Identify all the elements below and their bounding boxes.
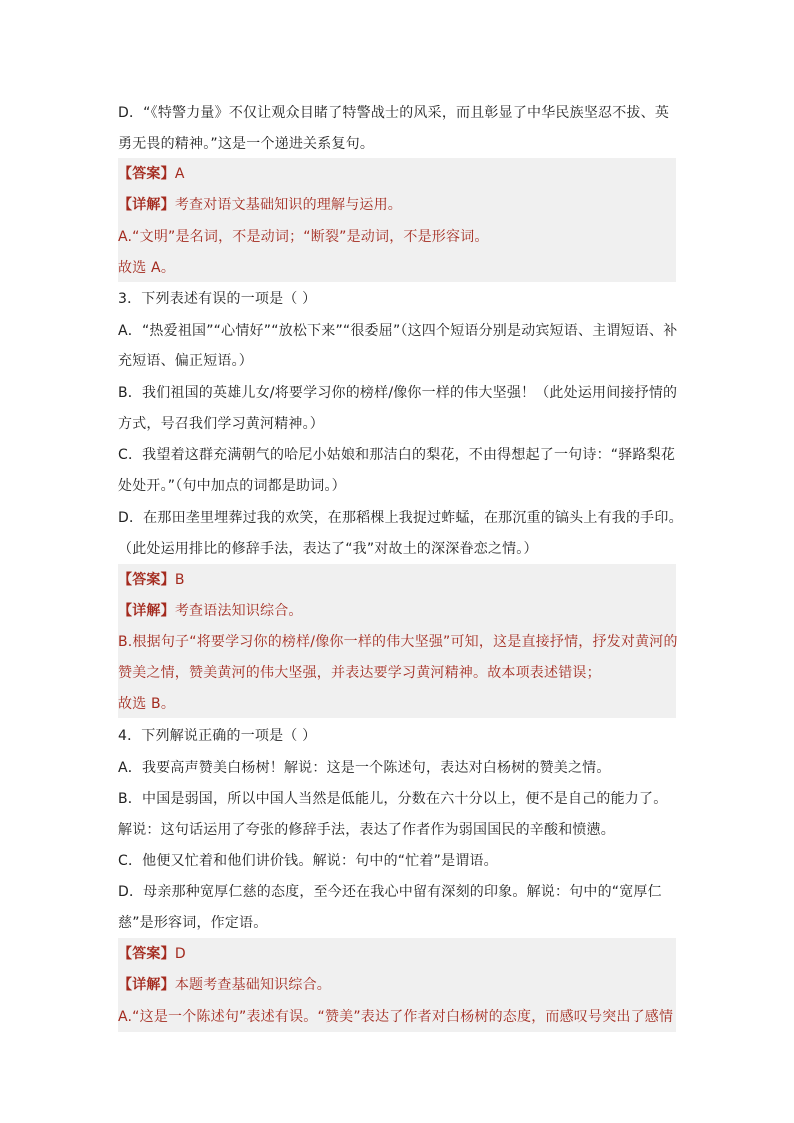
detail-label: 【详解】 — [118, 977, 175, 993]
q2-option-d-line1: D．“《特警力量》不仅让观众目睹了特警战士的风采，而且彰显了中华民族坚忍不拔、英 — [118, 105, 670, 121]
q3-option-d-line2: （此处运用排比的修辞手法，表达了“我”对故土的深深眷恋之情。） — [118, 541, 538, 557]
q4-option-b-line1: B．中国是弱国，所以中国人当然是低能儿，分数在六十分以上，便不是自己的能力了。 — [118, 791, 668, 807]
q3-detail-line1: B.根据句子“将要学习你的榜样/像你一样的伟大坚强”可知，这是直接抒情，抒发对黄河的 — [118, 634, 678, 650]
q2-answer — [118, 165, 678, 183]
q4-option-c: C．他便又忙着和他们讲价钱。解说：句中的“忙着”是谓语。 — [118, 853, 498, 869]
q3-option-c-line1: C．我望着这群充满朝气的哈尼小姑娘和那洁白的梨花，不由得想起了一句诗：“驿路梨花 — [118, 447, 676, 463]
q4-answer — [118, 945, 678, 963]
answer-label: 【答案】 — [118, 572, 175, 588]
q3-option-a-line2: 充短语、偏正短语。） — [118, 353, 253, 369]
q4-option-d-line2: 慈”是形容词，作定语。 — [118, 915, 268, 931]
detail-text: 考查语法知识综合。 — [174, 603, 303, 619]
q3-option-b-line1: B．我们祖国的英雄儿女/将要学习你的榜样/像你一样的伟大坚强！（此处运用间接抒情的 — [118, 385, 678, 401]
q3-option-d-line1: D．在那田垄里埋葬过我的欢笑，在那稻棵上我捉过蚱蜢，在那沉重的镐头上有我的手印。 — [118, 510, 683, 526]
q4-option-a: A．我要高声赞美白杨树！解说：这是一个陈述句，表达对白杨树的赞美之情。 — [118, 760, 611, 776]
q3-stem: 3．下列表述有误的一项是（ ） — [118, 291, 317, 307]
q3-option-a-line1: A．“热爱祖国”“心情好”“放松下来”“很委屈”（这四个短语分别是动宾短语、主谓短语、补 — [118, 323, 678, 339]
q3-option-b-line2: 方式，号召我们学习黄河精神。） — [118, 416, 324, 432]
q2-option-d-line2: 勇无畏的精神。”这是一个递进关系复句。 — [118, 136, 375, 152]
q3-choice-line: 故选 B。 — [118, 696, 176, 712]
answer-value: D — [174, 946, 186, 962]
detail-label: 【详解】 — [118, 603, 175, 619]
q3-detail-line2: 赞美之情，赞美黄河的伟大坚强，并表达要学习黄河精神。故本项表述错误； — [118, 665, 601, 681]
answer-value: A — [174, 166, 185, 182]
answer-label: 【答案】 — [118, 946, 175, 962]
q4-option-d-line1: D．母亲那种宽厚仁慈的态度，至今还在我心中留有深刻的印象。解说：句中的“宽厚仁 — [118, 884, 662, 900]
detail-label: 【详解】 — [118, 197, 175, 213]
detail-text: 考查对语文基础知识的理解与运用。 — [174, 197, 403, 213]
q2-choice-line: 故选 A。 — [118, 260, 176, 276]
q3-option-c-line2: 处处开。”（句中加点的词都是助词。） — [118, 478, 346, 494]
q3-detail — [118, 602, 678, 620]
q4-option-b-line2: 解说：这句话运用了夸张的修辞手法，表达了作者作为弱国国民的辛酸和愤懑。 — [118, 822, 615, 838]
q4-detail — [118, 976, 678, 994]
answer-label: 【答案】 — [118, 166, 175, 182]
q2-detail — [118, 196, 678, 214]
q4-detail-line1: A.“这是一个陈述句”表述有误。“赞美”表达了作者对白杨树的态度，而感叹号突出了感情 — [118, 1009, 674, 1025]
q2-detail-line: A.“文明”是名词，不是动词；“断裂”是动词，不是形容词。 — [118, 229, 489, 245]
detail-text: 本题考查基础知识综合。 — [174, 977, 332, 993]
q3-answer — [118, 571, 678, 589]
answer-value: B — [174, 572, 185, 588]
q4-stem: 4．下列解说正确的一项是（ ） — [118, 728, 317, 744]
